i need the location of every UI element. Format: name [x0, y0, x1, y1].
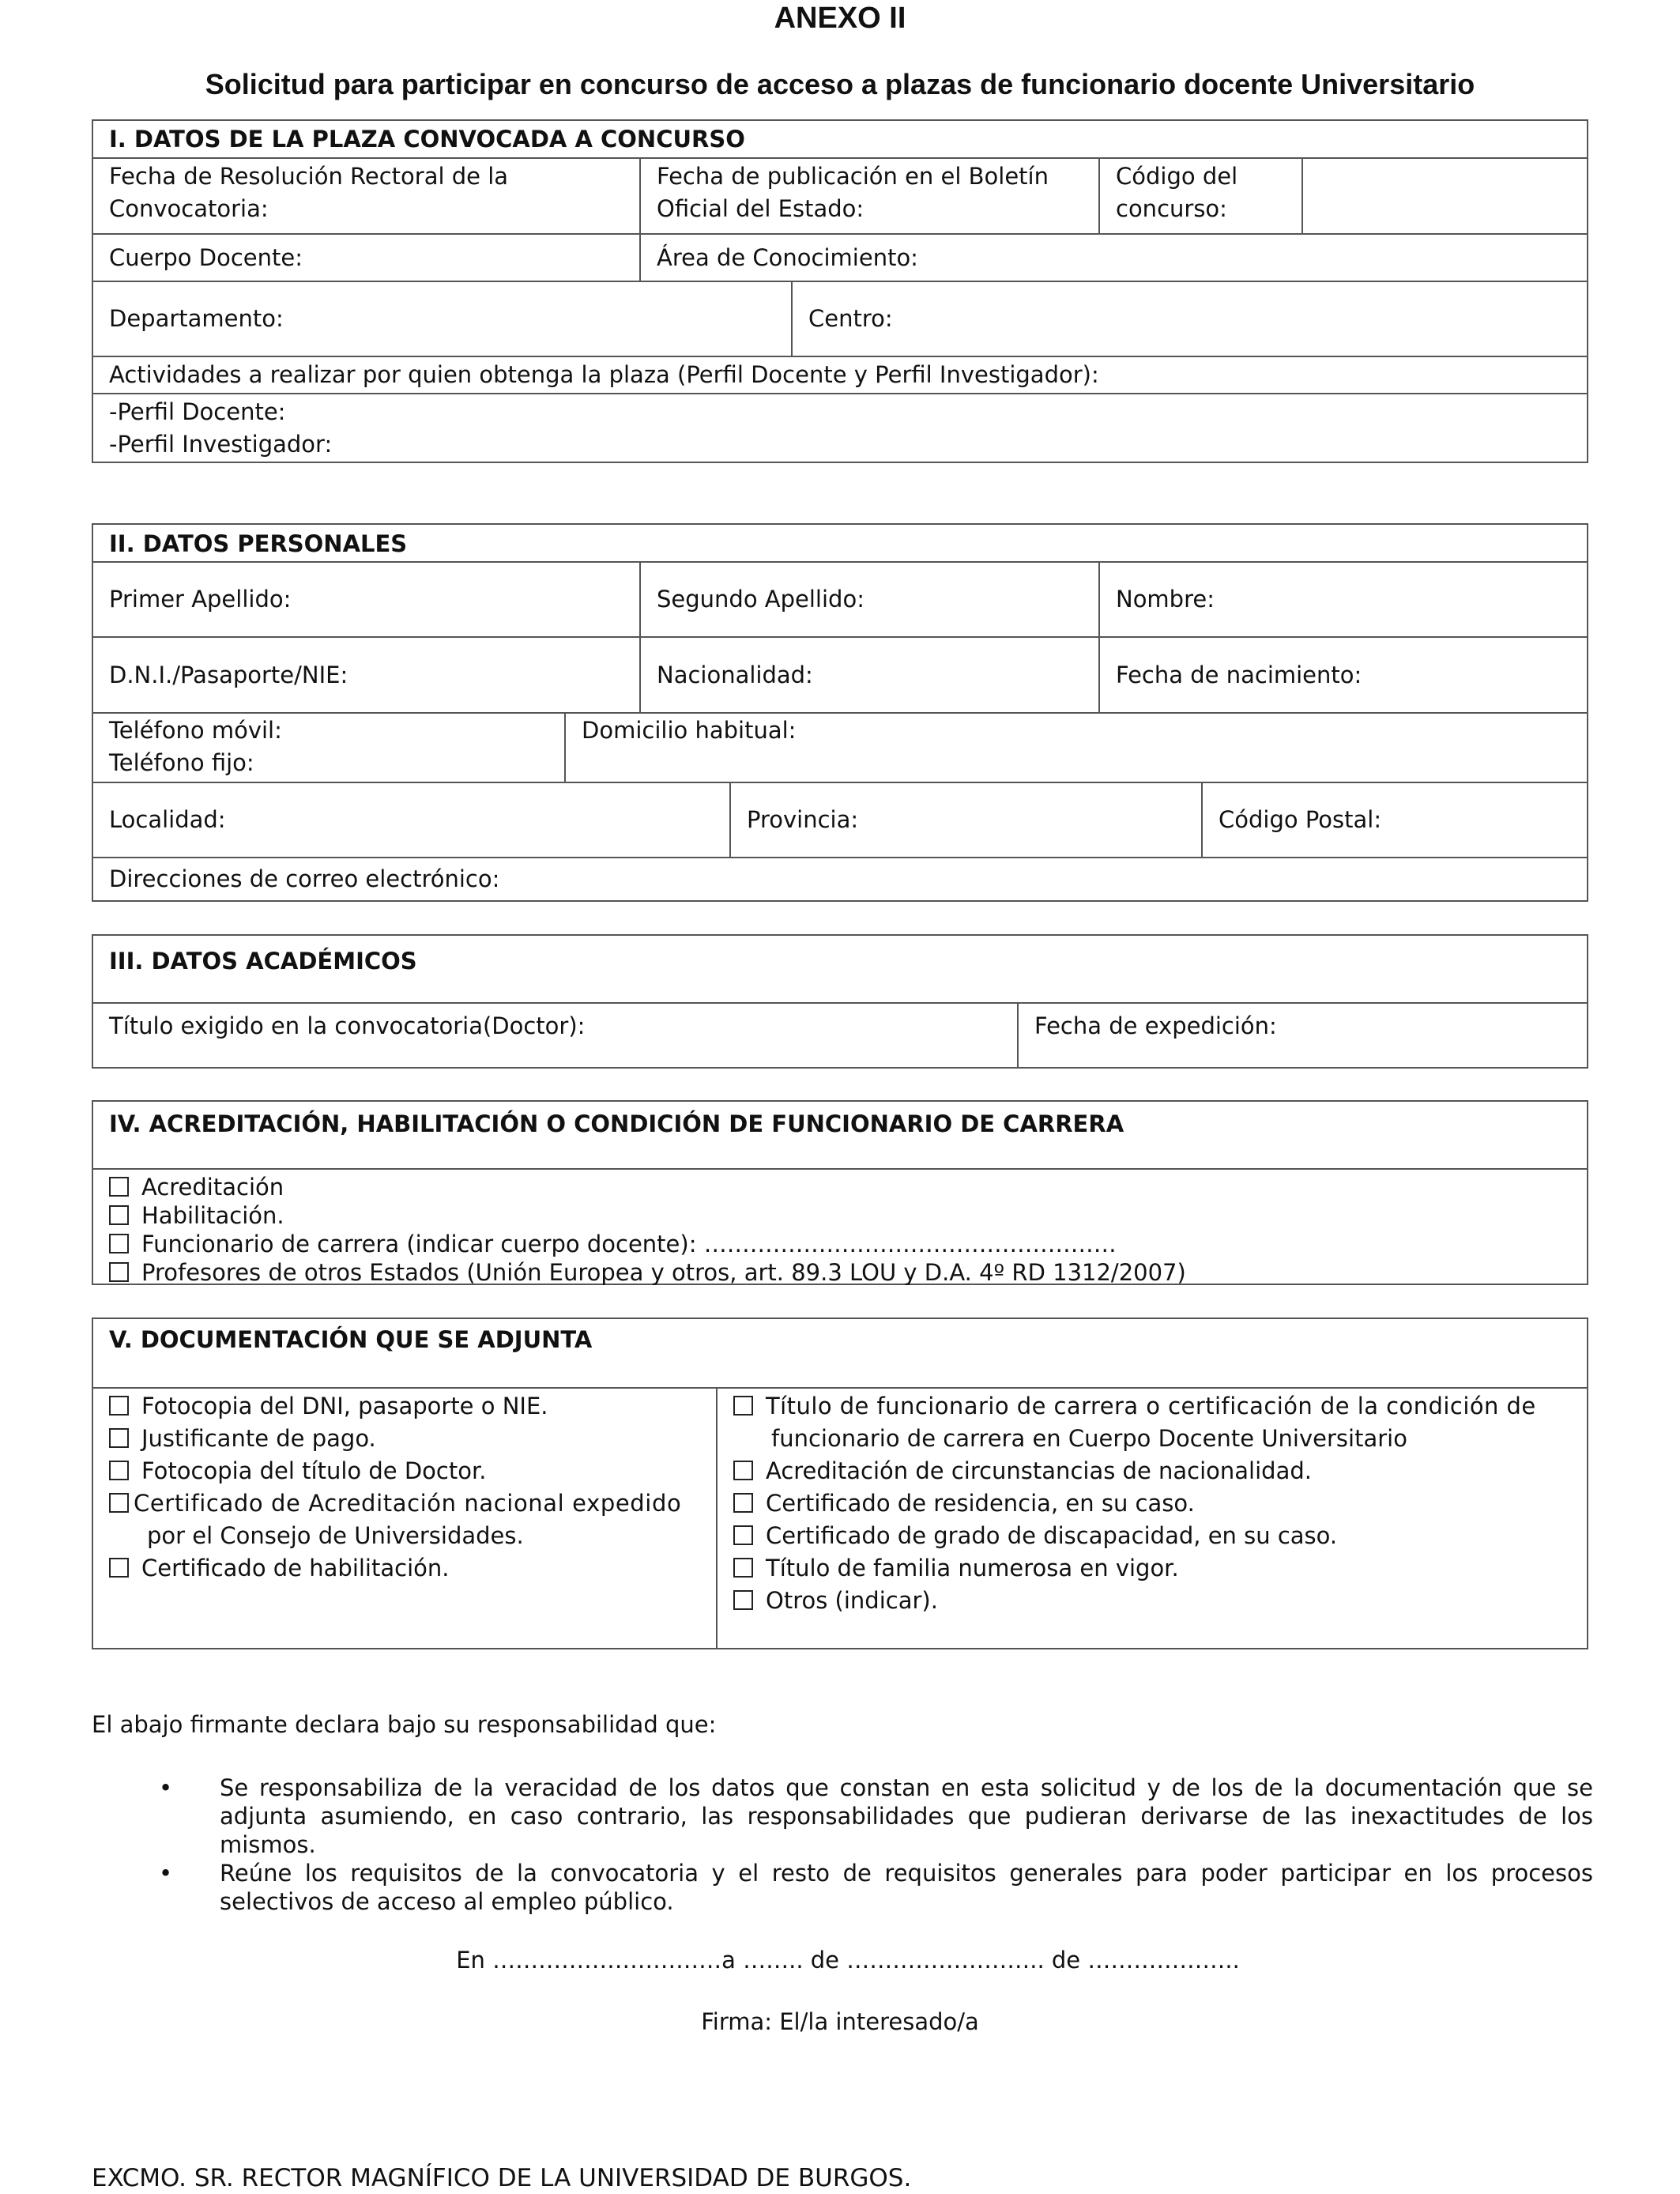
- perfil-field[interactable]: [93, 394, 1587, 462]
- doc-justificante-pago[interactable]: [109, 1423, 700, 1455]
- doc-familia-numerosa[interactable]: [733, 1552, 1571, 1585]
- form-row: [93, 393, 1587, 462]
- field-label: Fecha de nacimiento:: [1116, 661, 1362, 688]
- doc-certificado-habilitacion[interactable]: [109, 1552, 700, 1585]
- checkbox[interactable]: [109, 1493, 129, 1513]
- area-conocimiento-field[interactable]: [639, 235, 1587, 281]
- fecha-expedicion-field[interactable]: [1017, 1004, 1587, 1067]
- option-label-continued: por el Consejo de Universidades.: [147, 1522, 524, 1549]
- form-row: [93, 281, 1587, 356]
- place-date-line[interactable]: En …………………………a …….. de …………………….. de ………………..: [456, 1947, 1240, 1973]
- form-row: [93, 712, 1587, 782]
- field-label: Fecha de publicación en el Boletín: [657, 163, 1049, 190]
- form-subtitle: Solicitud para participar en concurso de acceso a plazas de funcionario docente Universitario: [205, 68, 1475, 100]
- option-label-continued: funcionario de carrera en Cuerpo Docente Universitario: [771, 1425, 1407, 1452]
- option-label: Fotocopia del título de Doctor.: [141, 1457, 487, 1484]
- doc-titulo-doctor[interactable]: [109, 1455, 700, 1487]
- doc-certificado-acreditacion[interactable]: [109, 1487, 700, 1520]
- checkbox[interactable]: [733, 1525, 753, 1545]
- option-label: Título de funcionario de carrera o certificación de la condición de: [766, 1393, 1536, 1419]
- doc-dni[interactable]: [109, 1390, 700, 1423]
- doc-otros[interactable]: [733, 1585, 1571, 1617]
- nacionalidad-field[interactable]: [639, 638, 1098, 712]
- option-habilitacion[interactable]: [109, 1201, 1571, 1230]
- declaration-list: [92, 1774, 1593, 1916]
- checkbox[interactable]: [733, 1493, 753, 1513]
- declaration-text: Se responsabiliza de la veracidad de los datos que constan en esta solicitud y de los de la documentación que se adjunta asumiendo, en caso contrario, las responsabilidades que pudieran derivarse de las inexactitudes de los mismos.: [220, 1774, 1593, 1858]
- codigo-concurso-label: [1098, 159, 1301, 233]
- checkbox[interactable]: [733, 1396, 753, 1416]
- form-row: [93, 233, 1587, 281]
- option-label: Acreditación de circunstancias de nacionalidad.: [766, 1457, 1312, 1484]
- codigo-concurso-input[interactable]: [1301, 159, 1587, 233]
- option-label: Certificado de Acreditación nacional expedido: [134, 1490, 682, 1517]
- domicilio-field[interactable]: [564, 714, 1587, 782]
- option-label: Habilitación.: [141, 1202, 284, 1229]
- declaration-item: [92, 1859, 1593, 1916]
- field-label: Segundo Apellido:: [657, 586, 864, 613]
- declaration-text: Reúne los requisitos de la convocatoria y el resto de requisitos generales para poder participar en los procesos selectivos de acceso al empleo público.: [220, 1860, 1593, 1915]
- field-label: Primer Apellido:: [109, 586, 292, 613]
- codigo-postal-field[interactable]: [1201, 783, 1587, 857]
- field-label: concurso:: [1116, 195, 1227, 222]
- option-label: Profesores de otros Estados (Unión Europea y otros, art. 89.3 LOU y D.A. 4º RD 1312/2007): [141, 1259, 1186, 1286]
- checkbox[interactable]: [733, 1590, 753, 1610]
- option-profesores-otros-estados[interactable]: [109, 1258, 1571, 1287]
- checkbox[interactable]: [733, 1558, 753, 1578]
- section-datos-academicos: [92, 934, 1588, 1069]
- checkbox[interactable]: [109, 1234, 129, 1253]
- addressee: EXCMO. SR. RECTOR MAGNÍFICO DE LA UNIVERSIDAD DE BURGOS.: [92, 2164, 912, 2192]
- checkbox[interactable]: [109, 1558, 129, 1578]
- primer-apellido-field[interactable]: [93, 563, 639, 636]
- section-datos-personales: [92, 523, 1588, 902]
- departamento-field[interactable]: [93, 282, 791, 356]
- section-title: III. DATOS ACADÉMICOS: [109, 948, 417, 974]
- telefono-fijo-label: Teléfono fijo:: [109, 749, 254, 776]
- section-title: V. DOCUMENTACIÓN QUE SE ADJUNTA: [109, 1326, 593, 1353]
- field-label: Oficial del Estado:: [657, 195, 864, 222]
- fecha-nacimiento-field[interactable]: [1098, 638, 1587, 712]
- checkbox[interactable]: [733, 1461, 753, 1480]
- section-title: I. DATOS DE LA PLAZA CONVOCADA A CONCURSO: [109, 126, 745, 153]
- options-row: [93, 1168, 1587, 1284]
- field-label: Centro:: [808, 305, 893, 332]
- option-label: Certificado de grado de discapacidad, en su caso.: [766, 1522, 1338, 1549]
- field-label: Título exigido en la convocatoria(Doctor):: [109, 1012, 586, 1039]
- perfil-docente-label: -Perfil Docente:: [109, 398, 286, 425]
- field-label: Nombre:: [1116, 586, 1215, 613]
- cuerpo-docente-field[interactable]: [93, 235, 639, 281]
- doc-residencia[interactable]: [733, 1487, 1571, 1520]
- form-row: [93, 782, 1587, 857]
- option-label: Título de familia numerosa en vigor.: [766, 1555, 1179, 1581]
- declaration-intro: El abajo firmante declara bajo su responsabilidad que:: [92, 1711, 717, 1738]
- titulo-doctor-field[interactable]: [93, 1004, 1017, 1067]
- section-acreditacion: [92, 1100, 1588, 1285]
- form-row: [93, 857, 1587, 900]
- checkbox[interactable]: [109, 1177, 129, 1197]
- option-label: Justificante de pago.: [141, 1425, 376, 1452]
- declaration-item: [92, 1774, 1593, 1859]
- field-label: Nacionalidad:: [657, 661, 813, 688]
- checkbox[interactable]: [109, 1396, 129, 1416]
- checkbox[interactable]: [109, 1461, 129, 1480]
- field-label: Provincia:: [747, 806, 859, 833]
- documents-right-column: [716, 1389, 1587, 1648]
- bullet-symbol: •: [159, 1774, 173, 1801]
- field-label: Código Postal:: [1219, 806, 1382, 833]
- option-funcionario-carrera[interactable]: [109, 1230, 1571, 1258]
- telefono-movil-label: Teléfono móvil:: [109, 717, 282, 744]
- fecha-boe-field[interactable]: [639, 159, 1098, 233]
- checkbox[interactable]: [109, 1262, 129, 1282]
- field-label: Fecha de expedición:: [1034, 1012, 1277, 1039]
- option-label: Certificado de residencia, en su caso.: [766, 1490, 1195, 1517]
- provincia-field[interactable]: [729, 783, 1201, 857]
- fecha-resolucion-field[interactable]: [93, 159, 639, 233]
- field-label: Direcciones de correo electrónico:: [109, 865, 500, 892]
- field-label: Convocatoria:: [109, 195, 269, 222]
- field-label: Área de Conocimiento:: [657, 243, 918, 271]
- centro-field[interactable]: [791, 282, 1587, 356]
- field-label: Localidad:: [109, 806, 226, 833]
- option-label: Funcionario de carrera (indicar cuerpo docente): ………………………………………………: [141, 1231, 1117, 1257]
- section-title: II. DATOS PERSONALES: [109, 530, 408, 557]
- section-plaza-convocada: [92, 119, 1588, 463]
- localidad-field[interactable]: [93, 783, 729, 857]
- annex-title: ANEXO II: [774, 2, 906, 35]
- field-label: Domicilio habitual:: [582, 717, 797, 744]
- telefono-field[interactable]: [93, 714, 564, 782]
- field-label: D.N.I./Pasaporte/NIE:: [109, 661, 348, 688]
- segundo-apellido-field[interactable]: [639, 563, 1098, 636]
- option-label: Acreditación: [141, 1174, 284, 1201]
- field-label: Cuerpo Docente:: [109, 243, 303, 271]
- field-label: Código del: [1116, 163, 1238, 190]
- dni-field[interactable]: [93, 638, 639, 712]
- field-label: Fecha de Resolución Rectoral de la: [109, 163, 509, 190]
- signature-label: Firma: El/la interesado/a: [701, 2008, 979, 2035]
- form-row: [93, 561, 1587, 636]
- option-acreditacion[interactable]: [109, 1173, 1571, 1201]
- doc-nacionalidad[interactable]: [733, 1455, 1571, 1487]
- checkbox[interactable]: [109, 1428, 129, 1448]
- acreditacion-options: [93, 1170, 1587, 1284]
- perfil-investigador-label: -Perfil Investigador:: [109, 431, 333, 458]
- doc-titulo-funcionario[interactable]: [733, 1390, 1571, 1423]
- documents-row: [93, 1387, 1587, 1648]
- option-label: Certificado de habilitación.: [141, 1555, 450, 1581]
- option-label: Fotocopia del DNI, pasaporte o NIE.: [141, 1393, 548, 1419]
- form-row: [93, 1002, 1587, 1067]
- checkbox[interactable]: [109, 1205, 129, 1225]
- section-documentacion: [92, 1318, 1588, 1649]
- bullet-symbol: •: [159, 1860, 173, 1887]
- documents-left-column: [93, 1389, 716, 1648]
- field-label: Departamento:: [109, 305, 284, 332]
- correo-field[interactable]: [93, 858, 1587, 900]
- form-row: [93, 356, 1587, 393]
- form-row: [93, 157, 1587, 233]
- nombre-field[interactable]: [1098, 563, 1587, 636]
- section-title: IV. ACREDITACIÓN, HABILITACIÓN O CONDICIÓN DE FUNCIONARIO DE CARRERA: [109, 1110, 1124, 1137]
- doc-discapacidad[interactable]: [733, 1520, 1571, 1552]
- form-row: [93, 636, 1587, 712]
- actividades-label: Actividades a realizar por quien obtenga la plaza (Perfil Docente y Perfil Investigador):: [109, 361, 1099, 388]
- option-label: Otros (indicar).: [766, 1587, 938, 1614]
